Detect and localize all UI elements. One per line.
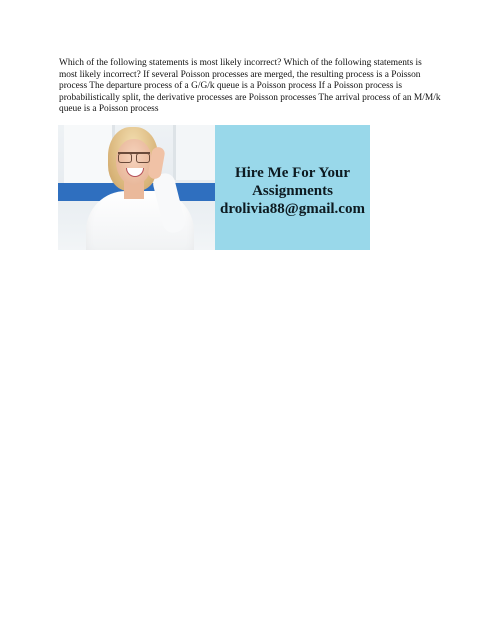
smiling-woman-photo (58, 125, 215, 250)
promo-banner (58, 125, 370, 250)
question-text: Which of the following statements is most likely incorrect? Which of the following statements is most likely incorrect? If several Poisson processes are merged, the resulting process is a Poisson process The departure process of a G/G/k queue is a Poisson process If a Poisson process is probabilistically split, the derivative processes are Poisson processes The arrival process of an M/M/k queue is a Poisson process (59, 58, 441, 115)
promo-headline-line2: Assignments (252, 182, 333, 199)
promo-headline-line1: Hire Me For Your (234, 164, 351, 181)
promo-email: drolivia88@gmail.com (220, 200, 365, 217)
promo-text-panel (215, 125, 370, 250)
